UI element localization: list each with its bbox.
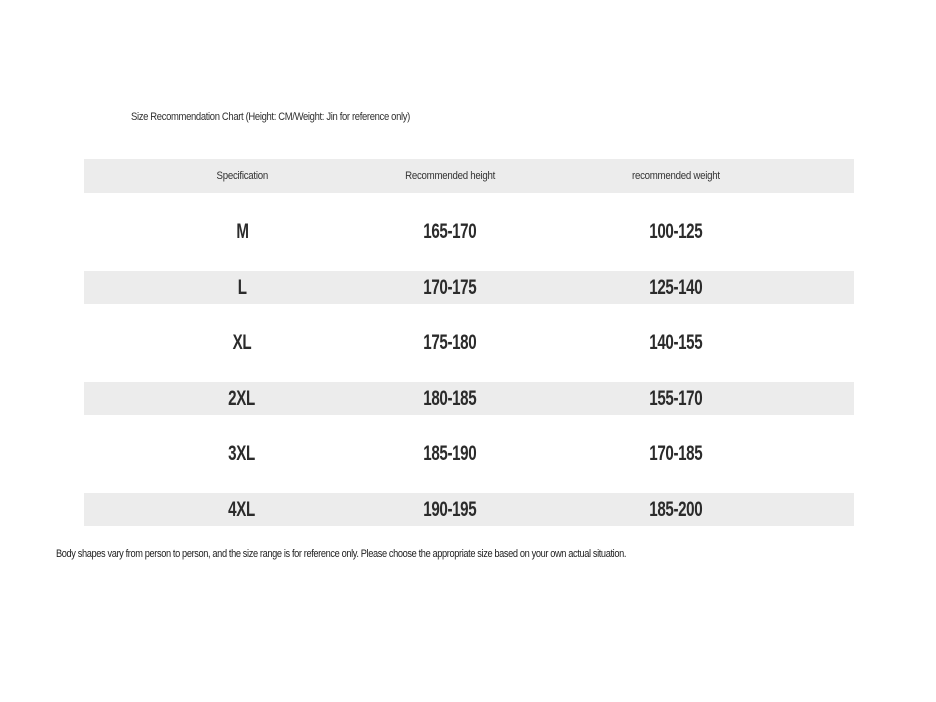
weight-cell: 140-155 [649,331,703,354]
size-cell: 3XL [228,442,256,465]
header-specification: Specification [216,170,268,182]
weight-cell: 185-200 [649,497,703,521]
size-table [84,159,854,526]
size-cell: L [237,275,247,299]
height-cell: 175-180 [423,331,477,354]
size-cell: 2XL [228,386,256,410]
size-cell: M [235,220,249,243]
height-cell: 185-190 [423,442,477,465]
weight-cell: 170-185 [649,442,703,465]
height-cell: 165-170 [423,220,477,243]
table-row [84,271,854,304]
weight-cell: 125-140 [649,275,703,299]
disclaimer-note: Body shapes vary from person to person, and the size range is for reference only. Please choose the appropriate size based on your own actual situation. [56,548,627,560]
header-recommended-weight: recommended weight [632,170,720,182]
size-cell: 4XL [228,497,256,521]
header-recommended-height: Recommended height [405,170,495,182]
table-row [84,415,854,493]
height-cell: 190-195 [423,497,477,521]
height-cell: 170-175 [423,275,477,299]
table-row [84,382,854,415]
table-header-row [84,159,854,193]
table-row [84,304,854,382]
table-row [84,493,854,526]
weight-cell: 155-170 [649,386,703,410]
size-cell: XL [232,331,252,354]
height-cell: 180-185 [423,386,477,410]
weight-cell: 100-125 [649,220,703,243]
chart-title: Size Recommendation Chart (Height: CM/Weight: Jin for reference only) [131,111,410,123]
table-row [84,193,854,271]
